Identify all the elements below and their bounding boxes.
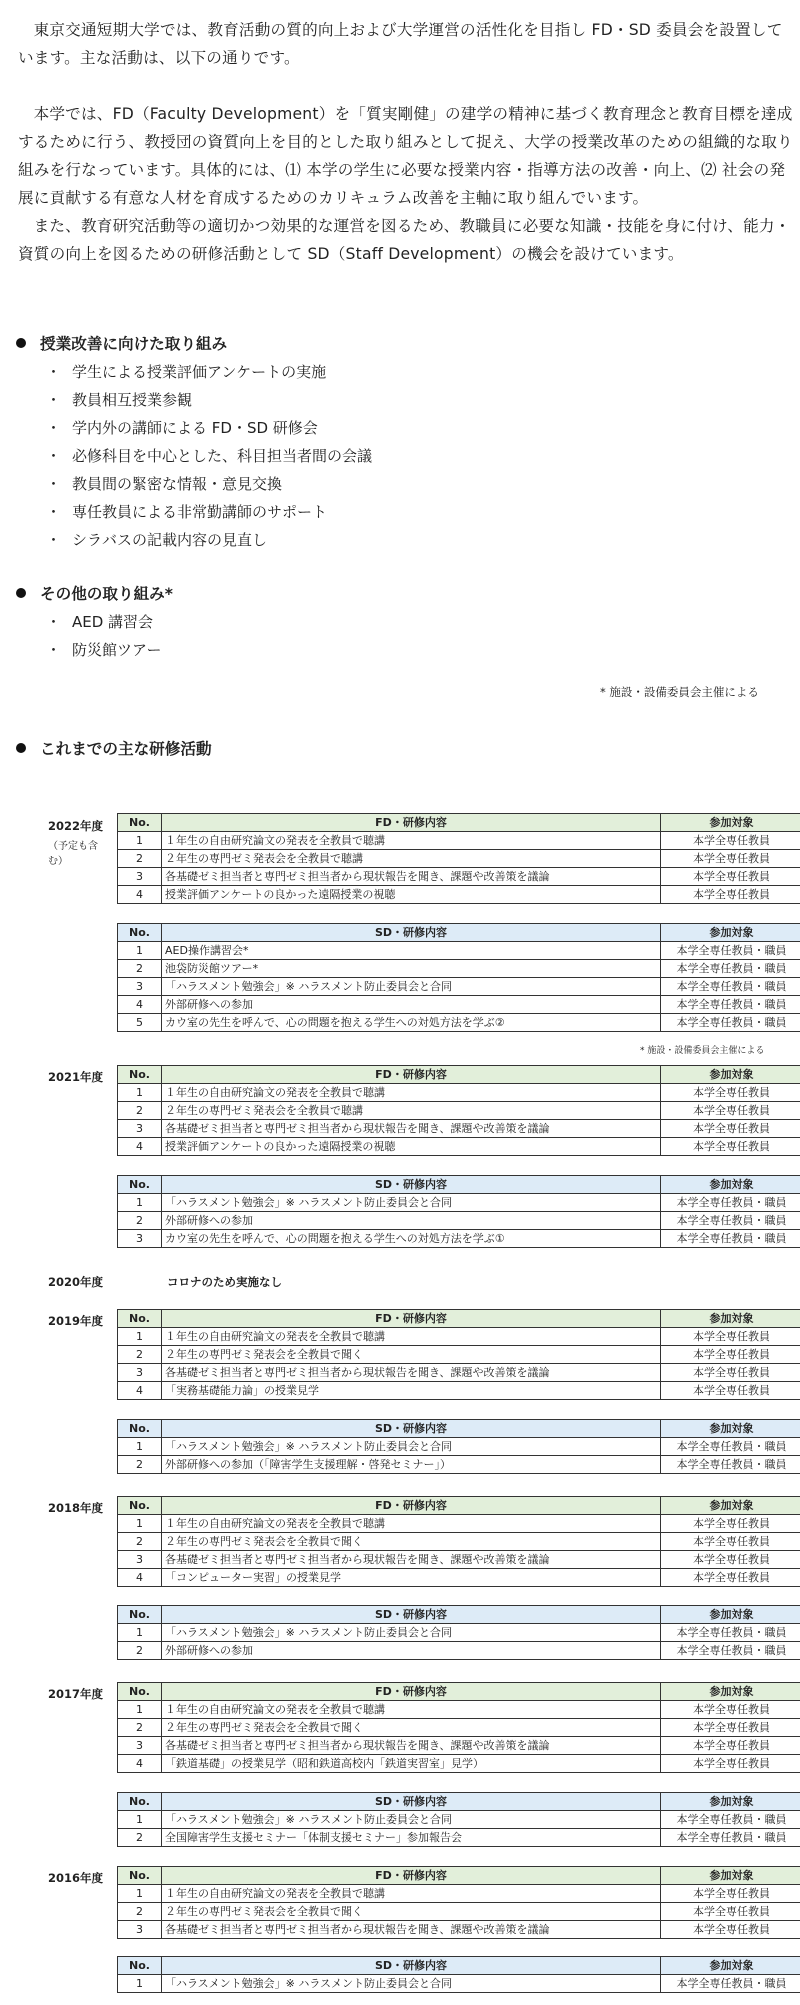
table-row: [118, 1230, 800, 1248]
row-target: 本学全専任教員・職員: [661, 1212, 800, 1230]
bullet-icon: ・: [46, 447, 62, 465]
bullet-icon: ・: [46, 363, 62, 381]
year-label: 2017年度: [48, 1687, 104, 1701]
bullet-icon: ・: [46, 475, 62, 493]
sd-table: [117, 1419, 800, 1474]
fd-table: [117, 1866, 800, 1939]
header-content: SD・研修内容: [162, 1176, 661, 1194]
row-number: 1: [118, 1701, 162, 1719]
table-row: [118, 1829, 800, 1847]
row-content: 「コンピューター実習」の授業見学: [162, 1569, 661, 1587]
row-target: 本学全専任教員・職員: [661, 1829, 800, 1847]
row-content: AED操作講習会*: [162, 942, 661, 960]
row-number: 3: [118, 1737, 162, 1755]
table-header-row: [118, 1066, 800, 1084]
row-content: 「ハラスメント勉強会」※ ハラスメント防止委員会と合同: [162, 1975, 661, 1993]
no-activity-note: コロナのため実施なし: [167, 1275, 282, 1289]
table-row: [118, 868, 800, 886]
list-item: [46, 358, 372, 386]
row-content: 授業評価アンケートの良かった遠隔授業の視聴: [162, 886, 661, 904]
row-number: 3: [118, 1230, 162, 1248]
section-heading: これまでの主な研修活動: [16, 737, 212, 759]
list-item-label: AED 講習会: [72, 613, 154, 631]
table-row: [118, 1346, 800, 1364]
table-row: [118, 1328, 800, 1346]
header-target: 参加対象: [661, 1793, 800, 1811]
row-target: 本学全専任教員: [661, 1719, 800, 1737]
row-target: 本学全専任教員・職員: [661, 1975, 800, 1993]
row-number: 1: [118, 832, 162, 850]
header-no: No.: [118, 1420, 162, 1438]
row-content: 各基礎ゼミ担当者と専門ゼミ担当者から現状報告を聞き、課題や改善策を議論: [162, 1551, 661, 1569]
row-target: 本学全専任教員: [661, 1755, 800, 1773]
list-item: [46, 386, 372, 414]
list-item-label: 専任教員による非常勤講師のサポート: [72, 503, 328, 521]
row-target: 本学全専任教員: [661, 1533, 800, 1551]
table-footnote: * 施設・設備委員会主催による: [640, 1046, 765, 1056]
header-content: FD・研修内容: [162, 1867, 661, 1885]
header-target: 参加対象: [661, 814, 800, 832]
row-number: 3: [118, 1120, 162, 1138]
list-item-label: 教員相互授業参観: [72, 391, 193, 409]
row-target: 本学全専任教員: [661, 1569, 800, 1587]
table-row: [118, 996, 800, 1014]
header-no: No.: [118, 1793, 162, 1811]
table-row: [118, 1701, 800, 1719]
fd-table: [117, 1309, 800, 1400]
row-number: 2: [118, 1719, 162, 1737]
row-number: 4: [118, 886, 162, 904]
row-number: 1: [118, 1515, 162, 1533]
row-content: ２年生の専門ゼミ発表会を全教員で聴講: [162, 850, 661, 868]
bullet-icon: ・: [46, 531, 62, 549]
header-target: 参加対象: [661, 1957, 800, 1975]
sd-table: [117, 923, 800, 1032]
bullet-dot-icon: [16, 338, 26, 348]
row-content: １年生の自由研究論文の発表を全教員で聴講: [162, 1885, 661, 1903]
row-content: ２年生の専門ゼミ発表会を全教員で聞く: [162, 1346, 661, 1364]
row-content: 各基礎ゼミ担当者と専門ゼミ担当者から現状報告を聞き、課題や改善策を議論: [162, 1364, 661, 1382]
row-content: １年生の自由研究論文の発表を全教員で聴講: [162, 1084, 661, 1102]
table-row: [118, 1438, 800, 1456]
sd-table: [117, 1792, 800, 1847]
header-no: No.: [118, 1867, 162, 1885]
table-header-row: [118, 1683, 800, 1701]
row-content: 各基礎ゼミ担当者と専門ゼミ担当者から現状報告を聞き、課題や改善策を議論: [162, 868, 661, 886]
row-content: ２年生の専門ゼミ発表会を全教員で聞く: [162, 1719, 661, 1737]
row-number: 1: [118, 1624, 162, 1642]
footnote: * 施設・設備委員会主催による: [600, 685, 759, 699]
table-header-row: [118, 1606, 800, 1624]
header-target: 参加対象: [661, 1606, 800, 1624]
header-no: No.: [118, 1957, 162, 1975]
row-number: 3: [118, 1921, 162, 1939]
row-target: 本学全専任教員: [661, 1120, 800, 1138]
table-row: [118, 832, 800, 850]
bullet-icon: ・: [46, 613, 62, 631]
table-row: [118, 1737, 800, 1755]
row-number: 3: [118, 1364, 162, 1382]
row-target: 本学全専任教員: [661, 1346, 800, 1364]
row-content: 各基礎ゼミ担当者と専門ゼミ担当者から現状報告を聞き、課題や改善策を議論: [162, 1921, 661, 1939]
table-row: [118, 1102, 800, 1120]
table-row: [118, 1975, 800, 1993]
row-target: 本学全専任教員: [661, 886, 800, 904]
row-target: 本学全専任教員・職員: [661, 1624, 800, 1642]
list-item-label: 学内外の講師による FD・SD 研修会: [72, 419, 318, 437]
header-no: No.: [118, 1683, 162, 1701]
row-number: 1: [118, 942, 162, 960]
row-number: 2: [118, 1456, 162, 1474]
header-no: No.: [118, 1606, 162, 1624]
row-target: 本学全専任教員・職員: [661, 1230, 800, 1248]
row-number: 2: [118, 1642, 162, 1660]
section-heading: その他の取り組み*: [16, 582, 173, 604]
list-item: [46, 414, 372, 442]
row-target: 本学全専任教員: [661, 1382, 800, 1400]
year-label: 2021年度: [48, 1070, 104, 1084]
header-no: No.: [118, 1176, 162, 1194]
row-content: 「実務基礎能力論」の授業見学: [162, 1382, 661, 1400]
table-header-row: [118, 1420, 800, 1438]
row-content: 池袋防災館ツアー*: [162, 960, 661, 978]
table-row: [118, 1084, 800, 1102]
row-target: 本学全専任教員: [661, 1737, 800, 1755]
table-row: [118, 1138, 800, 1156]
row-content: 「ハラスメント勉強会」※ ハラスメント防止委員会と合同: [162, 1811, 661, 1829]
header-content: FD・研修内容: [162, 1066, 661, 1084]
row-target: 本学全専任教員: [661, 1328, 800, 1346]
row-content: 「ハラスメント勉強会」※ ハラスメント防止委員会と合同: [162, 978, 661, 996]
header-target: 参加対象: [661, 1420, 800, 1438]
row-target: 本学全専任教員: [661, 1551, 800, 1569]
table-header-row: [118, 814, 800, 832]
row-number: 4: [118, 1138, 162, 1156]
list-item: [46, 608, 162, 636]
row-number: 2: [118, 1903, 162, 1921]
row-number: 3: [118, 978, 162, 996]
table-row: [118, 1551, 800, 1569]
row-number: 1: [118, 1811, 162, 1829]
intro-paragraph-2: 本学では、FD（Faculty Development）を「質実剛健」の建学の精神に基づく教育理念と教育目標を達成するために行う、教授団の資質向上を目的とした取り組みとして捉え、大学の授業改革のための組織的な取り組みを行なっています。具体的には、⑴ 本学の学生に必要な授業内容・指導方法の改善・向上、⑵ 社会の発展に貢献する有意な人材を育成するためのカリキュラム改善を主軸に取り組んでいます。: [18, 105, 793, 207]
row-number: 1: [118, 1328, 162, 1346]
table-row: [118, 1194, 800, 1212]
row-content: カウ室の先生を呼んで、心の問題を抱える学生への対処方法を学ぶ②: [162, 1014, 661, 1032]
list-item-label: 教員間の緊密な情報・意見交換: [72, 475, 283, 493]
table-header-row: [118, 1176, 800, 1194]
row-content: ２年生の専門ゼミ発表会を全教員で聞く: [162, 1533, 661, 1551]
header-target: 参加対象: [661, 1176, 800, 1194]
row-content: １年生の自由研究論文の発表を全教員で聴講: [162, 1515, 661, 1533]
list-item: [46, 498, 372, 526]
row-number: 4: [118, 1382, 162, 1400]
row-target: 本学全専任教員・職員: [661, 942, 800, 960]
bullet-icon: ・: [46, 391, 62, 409]
year-label: 2020年度: [48, 1275, 104, 1289]
table-row: [118, 1456, 800, 1474]
list-item-label: 学生による授業評価アンケートの実施: [72, 363, 327, 381]
row-number: 4: [118, 1755, 162, 1773]
row-content: カウ室の先生を呼んで、心の問題を抱える学生への対処方法を学ぶ①: [162, 1230, 661, 1248]
list-item-label: シラバスの記載内容の見直し: [72, 531, 268, 549]
header-target: 参加対象: [661, 1310, 800, 1328]
row-number: 4: [118, 1569, 162, 1587]
header-target: 参加対象: [661, 1497, 800, 1515]
header-content: FD・研修内容: [162, 1310, 661, 1328]
intro-paragraph-1: 東京交通短期大学では、教育活動の質的向上および大学運営の活性化を目指し FD・SD 委員会を設置しています。主な活動は、以下の通りです。: [18, 21, 783, 67]
table-row: [118, 1014, 800, 1032]
header-target: 参加対象: [661, 1683, 800, 1701]
row-target: 本学全専任教員・職員: [661, 1194, 800, 1212]
row-content: 全国障害学生支援セミナー「体制支援セミナー」参加報告会: [162, 1829, 661, 1847]
fd-table: [117, 1065, 800, 1156]
header-no: No.: [118, 924, 162, 942]
table-header-row: [118, 924, 800, 942]
row-content: ２年生の専門ゼミ発表会を全教員で聞く: [162, 1903, 661, 1921]
row-number: 1: [118, 1084, 162, 1102]
improvement-list: [46, 358, 372, 554]
bullet-icon: ・: [46, 503, 62, 521]
table-header-row: [118, 1793, 800, 1811]
row-target: 本学全専任教員: [661, 1515, 800, 1533]
table-row: [118, 1624, 800, 1642]
row-content: 外部研修への参加（「障害学生支援理解・啓発セミナー」）: [162, 1456, 661, 1474]
row-content: １年生の自由研究論文の発表を全教員で聴講: [162, 1328, 661, 1346]
row-target: 本学全専任教員: [661, 1102, 800, 1120]
table-row: [118, 1811, 800, 1829]
list-item-label: 必修科目を中心とした、科目担当者間の会議: [72, 447, 373, 465]
row-number: 2: [118, 1829, 162, 1847]
table-header-row: [118, 1867, 800, 1885]
row-target: 本学全専任教員・職員: [661, 1014, 800, 1032]
row-target: 本学全専任教員: [661, 850, 800, 868]
bullet-dot-icon: [16, 588, 26, 598]
row-number: 3: [118, 1551, 162, 1569]
list-item: [46, 636, 162, 664]
row-number: 2: [118, 1346, 162, 1364]
fd-table: [117, 1496, 800, 1587]
table-header-row: [118, 1957, 800, 1975]
row-content: 「ハラスメント勉強会」※ ハラスメント防止委員会と合同: [162, 1438, 661, 1456]
header-content: SD・研修内容: [162, 1606, 661, 1624]
row-target: 本学全専任教員・職員: [661, 1456, 800, 1474]
bullet-dot-icon: [16, 743, 26, 753]
table-row: [118, 850, 800, 868]
intro-paragraph-3: また、教育研究活動等の適切かつ効果的な運営を図るため、教職員に必要な知識・技能を身に付け、能力・資質の向上を図るための研修活動として SD（Staff Development）の機会を設けています。: [18, 217, 791, 263]
row-number: 4: [118, 996, 162, 1014]
list-item: [46, 526, 372, 554]
row-target: 本学全専任教員・職員: [661, 996, 800, 1014]
row-target: 本学全専任教員: [661, 1921, 800, 1939]
sd-table: [117, 1175, 800, 1248]
row-target: 本学全専任教員・職員: [661, 960, 800, 978]
header-target: 参加対象: [661, 1066, 800, 1084]
row-content: 「ハラスメント勉強会」※ ハラスメント防止委員会と合同: [162, 1624, 661, 1642]
intro: [18, 16, 793, 268]
row-number: 1: [118, 1885, 162, 1903]
table-row: [118, 1719, 800, 1737]
row-content: ２年生の専門ゼミ発表会を全教員で聴講: [162, 1102, 661, 1120]
row-target: 本学全専任教員: [661, 1701, 800, 1719]
row-target: 本学全専任教員: [661, 1084, 800, 1102]
row-target: 本学全専任教員: [661, 1885, 800, 1903]
header-target: 参加対象: [661, 1867, 800, 1885]
year-label: 2019年度: [48, 1314, 104, 1328]
header-no: No.: [118, 814, 162, 832]
table-row: [118, 978, 800, 996]
table-header-row: [118, 1310, 800, 1328]
header-target: 参加対象: [661, 924, 800, 942]
table-row: [118, 1120, 800, 1138]
year-label: 2018年度: [48, 1501, 104, 1515]
header-no: No.: [118, 1066, 162, 1084]
header-content: SD・研修内容: [162, 1957, 661, 1975]
row-target: 本学全専任教員: [661, 1138, 800, 1156]
row-number: 1: [118, 1975, 162, 1993]
table-row: [118, 1382, 800, 1400]
row-target: 本学全専任教員・職員: [661, 1642, 800, 1660]
row-content: １年生の自由研究論文の発表を全教員で聴講: [162, 1701, 661, 1719]
table-row: [118, 1364, 800, 1382]
row-content: 外部研修への参加: [162, 1212, 661, 1230]
row-number: 2: [118, 1102, 162, 1120]
table-row: [118, 1885, 800, 1903]
row-number: 2: [118, 960, 162, 978]
table-row: [118, 1212, 800, 1230]
row-content: 外部研修への参加: [162, 996, 661, 1014]
table-row: [118, 960, 800, 978]
row-content: 各基礎ゼミ担当者と専門ゼミ担当者から現状報告を聞き、課題や改善策を議論: [162, 1120, 661, 1138]
table-row: [118, 1921, 800, 1939]
row-number: 1: [118, 1194, 162, 1212]
row-content: １年生の自由研究論文の発表を全教員で聴講: [162, 832, 661, 850]
header-content: SD・研修内容: [162, 1420, 661, 1438]
list-item: [46, 442, 372, 470]
row-target: 本学全専任教員: [661, 832, 800, 850]
table-row: [118, 1533, 800, 1551]
row-number: 3: [118, 868, 162, 886]
row-target: 本学全専任教員: [661, 1364, 800, 1382]
row-content: 「ハラスメント勉強会」※ ハラスメント防止委員会と合同: [162, 1194, 661, 1212]
row-number: 2: [118, 850, 162, 868]
table-row: [118, 1515, 800, 1533]
table-row: [118, 1755, 800, 1773]
bullet-icon: ・: [46, 641, 62, 659]
header-no: No.: [118, 1497, 162, 1515]
list-item-label: 防災館ツアー: [72, 641, 162, 659]
row-target: 本学全専任教員・職員: [661, 978, 800, 996]
table-row: [118, 1903, 800, 1921]
header-content: FD・研修内容: [162, 1497, 661, 1515]
row-number: 5: [118, 1014, 162, 1032]
row-number: 2: [118, 1533, 162, 1551]
row-content: 授業評価アンケートの良かった遠隔授業の視聴: [162, 1138, 661, 1156]
fd-table: [117, 813, 800, 904]
year-label: 2022年度 （予定も含む）: [48, 819, 104, 867]
sd-table: [117, 1605, 800, 1660]
table-row: [118, 1642, 800, 1660]
header-content: SD・研修内容: [162, 1793, 661, 1811]
bullet-icon: ・: [46, 419, 62, 437]
year-label: 2016年度: [48, 1871, 104, 1885]
row-content: 「鉄道基礎」の授業見学（昭和鉄道高校内「鉄道実習室」見学）: [162, 1755, 661, 1773]
table-row: [118, 1569, 800, 1587]
table-row: [118, 886, 800, 904]
row-target: 本学全専任教員: [661, 1903, 800, 1921]
other-list: [46, 608, 162, 664]
table-header-row: [118, 1497, 800, 1515]
header-content: FD・研修内容: [162, 1683, 661, 1701]
row-target: 本学全専任教員: [661, 868, 800, 886]
header-content: SD・研修内容: [162, 924, 661, 942]
section-heading: 授業改善に向けた取り組み: [16, 332, 227, 354]
row-target: 本学全専任教員・職員: [661, 1438, 800, 1456]
sd-table: [117, 1956, 800, 1993]
table-row: [118, 942, 800, 960]
fd-table: [117, 1682, 800, 1773]
row-content: 外部研修への参加: [162, 1642, 661, 1660]
header-content: FD・研修内容: [162, 814, 661, 832]
list-item: [46, 470, 372, 498]
row-content: 各基礎ゼミ担当者と専門ゼミ担当者から現状報告を聞き、課題や改善策を議論: [162, 1737, 661, 1755]
row-number: 2: [118, 1212, 162, 1230]
header-no: No.: [118, 1310, 162, 1328]
row-number: 1: [118, 1438, 162, 1456]
row-target: 本学全専任教員・職員: [661, 1811, 800, 1829]
